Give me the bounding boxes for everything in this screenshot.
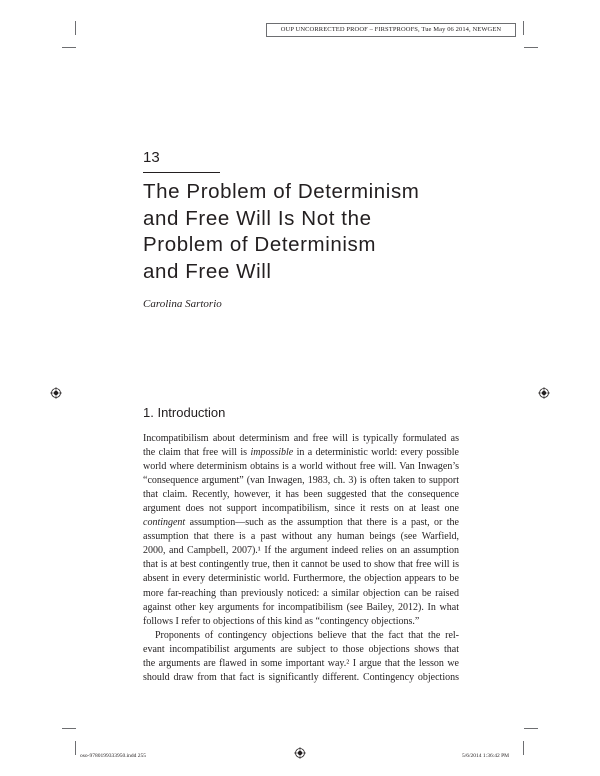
crop-mark bbox=[524, 728, 538, 729]
footer-file-name: oso-9780199333950.indd 255 bbox=[80, 753, 146, 759]
text-line: “consequence argument” (van Inwagen, 1983, ch. 3) is often taken to support bbox=[143, 475, 459, 487]
crop-mark bbox=[523, 741, 524, 755]
chapter-number: 13 bbox=[143, 149, 160, 166]
text-line: should draw from that fact is significantly different. Contingency objections bbox=[143, 671, 459, 683]
text-line: the arguments are flawed in some important way.² I argue that the lesson we bbox=[143, 657, 459, 669]
chapter-rule bbox=[143, 172, 220, 173]
footer-timestamp: 5/6/2014 1:36:42 PM bbox=[462, 753, 510, 759]
crop-mark bbox=[75, 21, 76, 35]
proof-header: OUP UNCORRECTED PROOF – FIRSTPROOFS, Tue May 06 2014, NEWGEN bbox=[266, 23, 516, 37]
text-line: world where determinism obtains is a world without free will. Van Inwagen’s bbox=[143, 461, 459, 473]
emphasis: impossible bbox=[250, 447, 294, 459]
text-line: contingent assumption—such as the assumption that there is a past, or the bbox=[143, 517, 459, 529]
text-line: against other key arguments for incompatibilism (see Bailey, 2012). In what bbox=[143, 601, 459, 613]
registration-mark-icon bbox=[50, 387, 62, 399]
text-line: that claim. Recently, however, it has been suggested that the consequence bbox=[143, 489, 459, 501]
body-text bbox=[143, 432, 459, 685]
author-name: Carolina Sartorio bbox=[143, 298, 222, 310]
chapter-title bbox=[143, 179, 523, 285]
crop-mark bbox=[524, 47, 538, 48]
crop-mark bbox=[75, 741, 76, 755]
registration-mark-icon bbox=[294, 747, 306, 759]
text-line: that is at best contingently true, then it cannot be used to show that free will is bbox=[143, 559, 459, 571]
text-line: evant incompatibilist arguments are subject to those objections shows that bbox=[143, 643, 459, 655]
text-line: the claim that free will is impossible in a deterministic world: every possible bbox=[143, 447, 459, 459]
chapter-title-line: Problem of Determinism bbox=[143, 233, 377, 256]
text-line: follows I refer to objections of this kind as “contingency objections.” bbox=[143, 615, 420, 627]
text-line: absent in every deterministic world. Furthermore, the objection appears to be bbox=[143, 573, 459, 585]
section-heading: 1. Introduction bbox=[143, 405, 226, 420]
crop-mark bbox=[62, 728, 76, 729]
text-line: Proponents of contingency objections believe that the fact that the rel- bbox=[155, 629, 459, 641]
text-line: more far-reaching than previously noticed: a similar objection can be raised bbox=[143, 587, 459, 599]
text-line: Incompatibilism about determinism and free will is typically formulated as bbox=[143, 433, 459, 444]
chapter-title-line: The Problem of Determinism bbox=[143, 180, 420, 203]
chapter-title-line: and Free Will Is Not the bbox=[143, 206, 372, 230]
registration-mark-icon bbox=[538, 387, 550, 399]
text-line: 2000, and Campbell, 2007).¹ If the argument indeed relies on an assumption bbox=[143, 545, 459, 557]
text-line: assumption that there is a past without any human beings (see Warfield, bbox=[143, 531, 459, 543]
crop-mark bbox=[62, 47, 76, 48]
text-line: argument does not support incompatibilism, since it rests on at least one bbox=[143, 503, 459, 515]
chapter-title-line: and Free Will bbox=[143, 259, 272, 283]
crop-mark bbox=[523, 21, 524, 35]
emphasis: contingent bbox=[143, 517, 186, 529]
